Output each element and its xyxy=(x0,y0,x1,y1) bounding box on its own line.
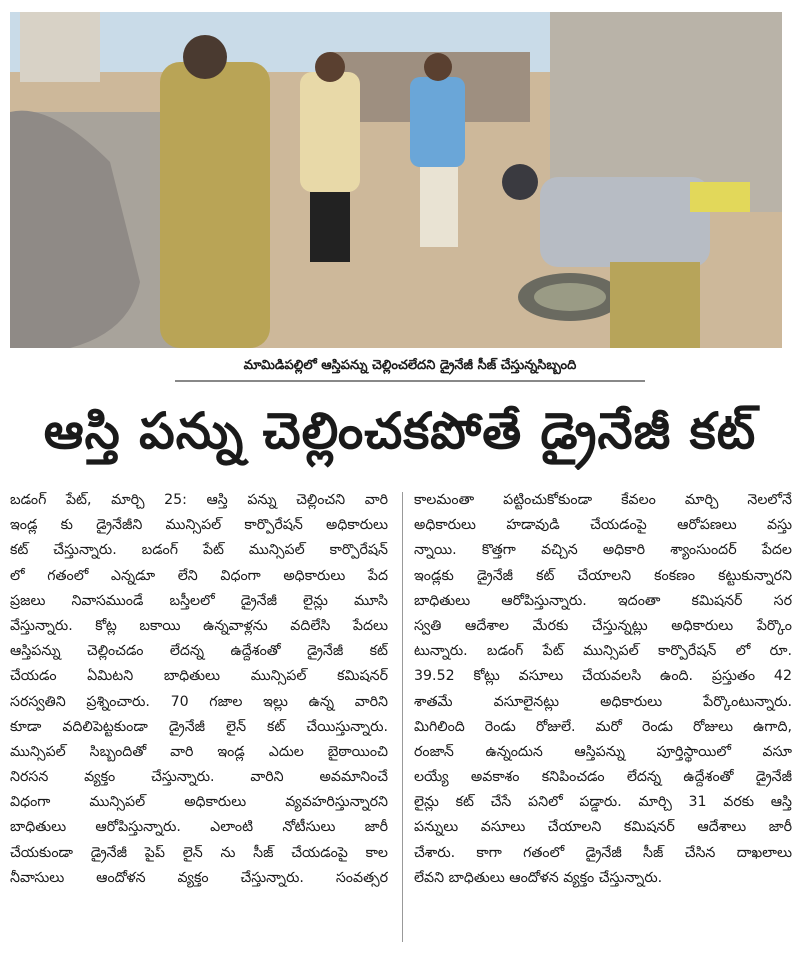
article-line: ఇండ్ల కు డ్రైనేజీని మున్సిపల్ కార్పొరేషన్ అధికారులు xyxy=(10,517,388,534)
article-line: ఇండ్లకు డ్రైనేజీ కట్ చేయాలని కంకణం కట్టుకున్నారని xyxy=(414,567,792,584)
headline: ఆస్తి పన్ను చెల్లించకపోతే డ్రైనేజీ కట్ xyxy=(43,402,757,460)
article-line: కట్ చేస్తున్నారు. బడంగ్ పేట్ మున్సిపల్ కార్పొరేషన్ xyxy=(10,542,388,559)
article-line: చేయకుండా డ్రైనేజీ పైప్ లైన్ ను సీజ్ చేయడంపై కాల xyxy=(10,844,388,861)
article-column-right xyxy=(414,488,792,891)
article-line: లేవని బాధితులు ఆందోళన వ్యక్తం చేస్తున్నారు. xyxy=(414,869,663,886)
article-line: కూడా వదిలిపెట్టకుండా డ్రైనేజీ లైన్ కట్ చేయిస్తున్నారు. xyxy=(10,718,388,735)
article-column-left xyxy=(10,488,388,891)
photo-caption: మామిడిపల్లిలో ఆస్తిపన్ను చెల్లించలేదని డ్రైనేజీ సీజ్ చేస్తున్నసిబ్బంది xyxy=(175,352,645,382)
article-line: సరస్వతిని ప్రశ్నించారు. 70 గజాల ఇల్లు ఉన్న వారిని xyxy=(10,693,388,710)
column-divider xyxy=(402,492,403,942)
article-line: లో గతంలో ఎన్నడూ లేని విధంగా అధికారులు పేద xyxy=(10,567,388,584)
article-line: బడంగ్ పేట్, మార్చి 25: ఆస్తి పన్ను చెల్లించని వారి xyxy=(10,492,388,508)
article-line: 39.52 కోట్లు వసూలు చేయవలసి ఉంది. ప్రస్తుతం 42 xyxy=(414,668,792,685)
article-line: స్వతి ఆదేశాల మేరకు చేస్తున్నట్లు అధికారులు పేర్కొం xyxy=(414,617,792,634)
article-line: రంజాన్ ఉన్నందున ఆస్తిపన్ను పూర్తిస్థాయిలో వసూ xyxy=(414,743,792,760)
article-line: కాలమంతా పట్టించుకోకుండా కేవలం మార్చి నెలలోనే xyxy=(414,492,792,508)
article-line: లయ్యే అవకాశం కనిపించడం లేదన్న ఉద్దేశంతో డ్రైనేజీ xyxy=(414,769,792,786)
article-line: న్నాయి. కొత్తగా వచ్చిన అధికారి శ్యాంసుందర్ పేదల xyxy=(414,542,792,559)
news-photo xyxy=(10,12,782,348)
article-line: నిరసన వ్యక్తం చేస్తున్నారు. వారిని అవమానించే xyxy=(10,769,388,786)
article-line: శాతమే వసూలైనట్లు అధికారులు పేర్కొంటున్నారు. xyxy=(414,693,792,710)
article-line: వేస్తున్నారు. కోట్ల బకాయి ఉన్నవాళ్లను వదిలేసి పేదలు xyxy=(10,617,388,634)
article-line: విధంగా మున్సిపల్ అధికారులు వ్యవహరిస్తున్నారని xyxy=(10,794,388,811)
article-line: చేయడం ఏమిటని బాధితులు మున్సిపల్ కమిషనర్ xyxy=(10,668,388,685)
article-line: బాధితులు ఆరోపిస్తున్నారు. ఎలాంటి నోటీసులు జారీ xyxy=(10,819,388,836)
article-line: ప్రజలు నివాసముండే బస్తీలలో డ్రైనేజీ లైన్లు మూసి xyxy=(10,592,388,609)
article-line: ఆస్తిపన్ను చెల్లించడం లేదన్న ఉద్దేశంతో డ్రైనేజీ కట్ xyxy=(10,643,388,660)
article-line: చేశారు. కాగా గతంలో డ్రైనేజీ సీజ్ చేసిన దాఖలాలు xyxy=(414,844,792,861)
article-line: అధికారులు హడావుడి చేయడంపై ఆరోపణలు వస్తు xyxy=(414,517,792,534)
article-line: మున్సిపల్ సిబ్బందితో వారి ఇండ్ల ఎదుల బైఠాయించి xyxy=(10,743,388,760)
article-line: టున్నారు. బడంగ్ పేట్ మున్సిపల్ కార్పొరేషన్ లో రూ. xyxy=(414,643,792,660)
article-line: లైన్లు కట్ చేసే పనిలో పడ్డారు. మార్చి 31 వరకు ఆస్తి xyxy=(414,794,792,811)
article-line: పన్నులు వసూలు చేయాలని కమిషనర్ ఆదేశాలు జారీ xyxy=(414,819,792,836)
article-line: బాధితులు ఆరోపిస్తున్నారు. ఇదంతా కమిషనర్ సర xyxy=(414,592,792,609)
article-line: నీవాసులు ఆందోళన వ్యక్తం చేస్తున్నారు. సంవత్సర xyxy=(10,869,388,886)
article-line: మిగిలింది రెండు రోజులే. మరో రెండు రోజులు ఉగాది, xyxy=(414,718,792,735)
